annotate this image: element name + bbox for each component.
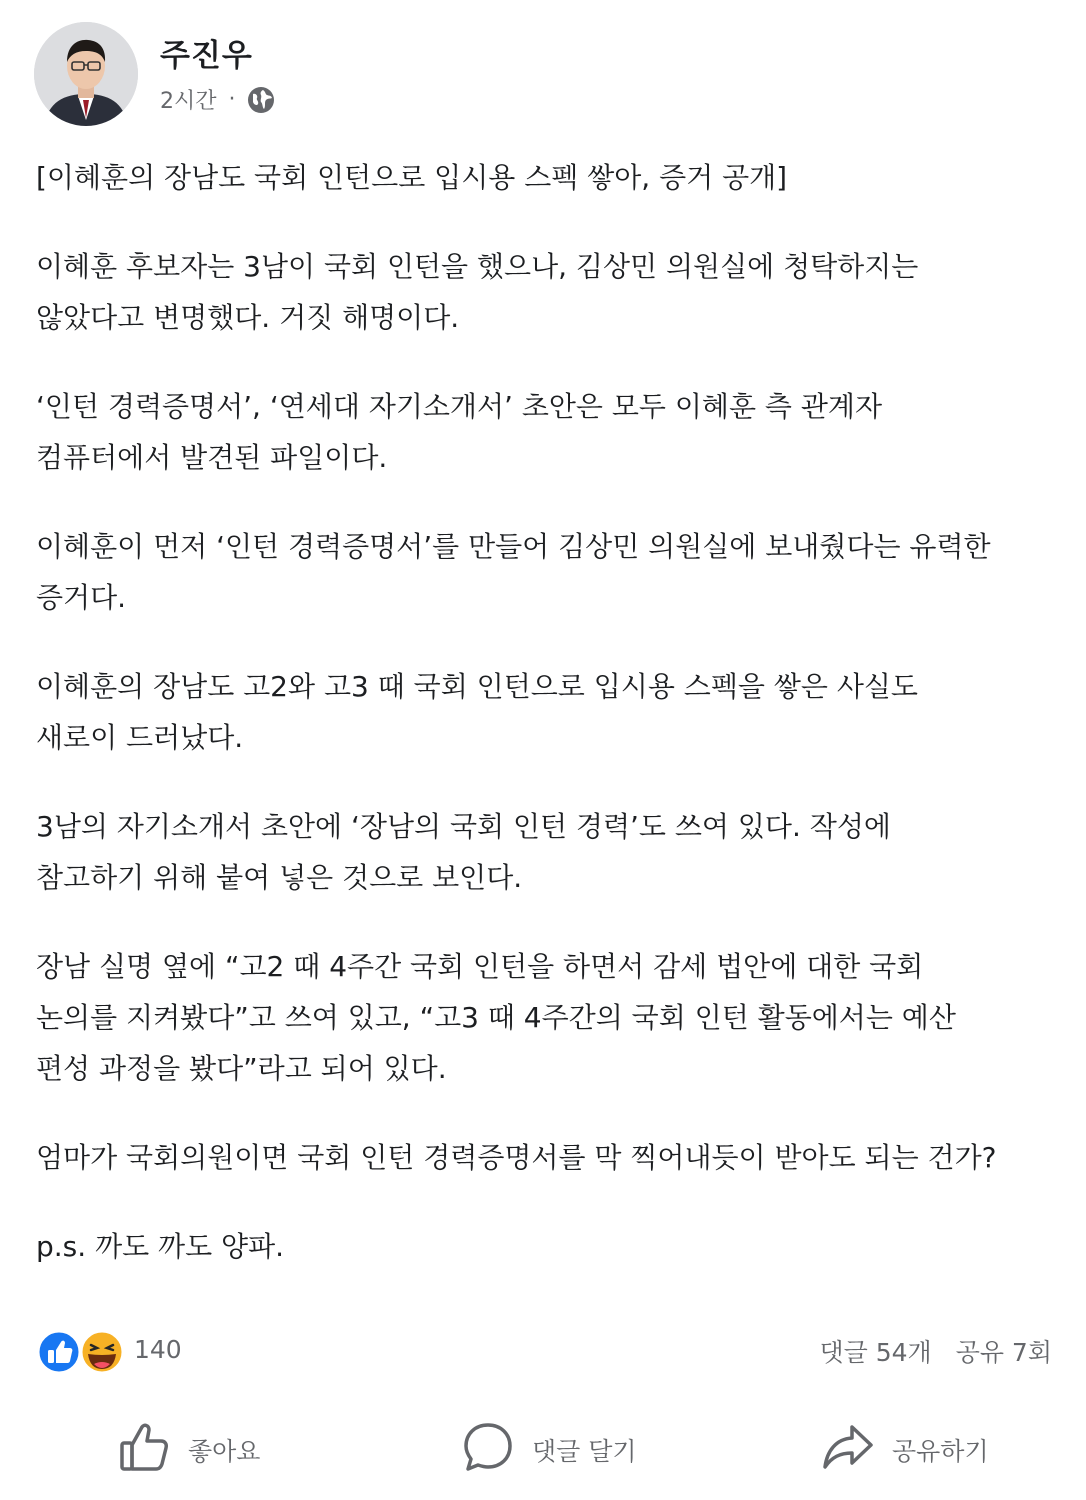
share-label: 공유하기: [892, 1437, 989, 1466]
like-button[interactable]: [118, 1410, 260, 1490]
comment-button[interactable]: [462, 1410, 637, 1490]
reaction-bar: [36, 1327, 1052, 1377]
post-paragraph: 이혜훈 후보자는 3남이 국회 인턴을 했으나, 김상민 의원실에 청탁하지는 않았다고 변명했다. 거짓 해명이다.: [36, 250, 919, 334]
post-header: [34, 22, 1054, 128]
post-paragraph: 장남 실명 옆에 “고2 때 4주간 국회 인턴을 하면서 감세 법안에 대한 국회 논의를 지켜봤다”고 쓰여 있고, “고3 때 4주간의 국회 인턴 활동에서는 예산 편성 과정을 봤다”라고 되어 있다.: [36, 950, 956, 1085]
author-name[interactable]: 주진우: [160, 38, 253, 74]
comment-label: 댓글 달기: [532, 1437, 637, 1466]
post-body: [36, 152, 1066, 1310]
comment-count[interactable]: 댓글 54개: [819, 1338, 932, 1367]
post-paragraph: 이혜훈이 먼저 ‘인턴 경력증명서’를 만들어 김상민 의원실에 보내줬다는 유력한 증거다.: [36, 530, 991, 614]
action-bar: [0, 1410, 1086, 1490]
share-arrow-icon: [822, 1421, 874, 1479]
post-time[interactable]: 2시간: [160, 89, 217, 114]
like-icon: [38, 1331, 80, 1373]
avatar-image: [34, 22, 138, 126]
post-paragraph: 3남의 자기소개서 초안에 ‘장남의 국회 인턴 경력’도 쓰여 있다. 작성에 참고하기 위해 붙여 넣은 것으로 보인다.: [36, 810, 891, 894]
post-paragraph: [이혜훈의 장남도 국회 인턴으로 입시용 스펙 쌓아, 증거 공개]: [36, 161, 788, 194]
meta-separator: ·: [228, 87, 236, 112]
post-paragraph: 엄마가 국회의원이면 국회 인턴 경력증명서를 막 찍어내듯이 받아도 되는 건가?: [36, 1141, 997, 1174]
thumbs-up-icon: [118, 1421, 170, 1479]
share-count[interactable]: 공유 7회: [955, 1338, 1052, 1367]
globe-icon: [246, 85, 276, 115]
reaction-icons[interactable]: [36, 1329, 126, 1375]
post-paragraph: ‘인턴 경력증명서’, ‘연세대 자기소개서’ 초안은 모두 이혜훈 측 관계자 컴퓨터에서 발견된 파일이다.: [36, 390, 883, 474]
avatar[interactable]: [34, 22, 138, 126]
post-paragraph: p.s. 까도 까도 양파.: [36, 1230, 285, 1263]
haha-icon: [81, 1331, 123, 1373]
comment-bubble-icon: [462, 1421, 514, 1479]
like-label: 좋아요: [188, 1437, 261, 1466]
post-meta: [160, 84, 276, 115]
reaction-count[interactable]: 140: [134, 1335, 182, 1364]
post-paragraph: 이혜훈의 장남도 고2와 고3 때 국회 인턴으로 입시용 스펙을 쌓은 사실도 새로이 드러났다.: [36, 670, 918, 754]
share-button[interactable]: [822, 1410, 989, 1490]
